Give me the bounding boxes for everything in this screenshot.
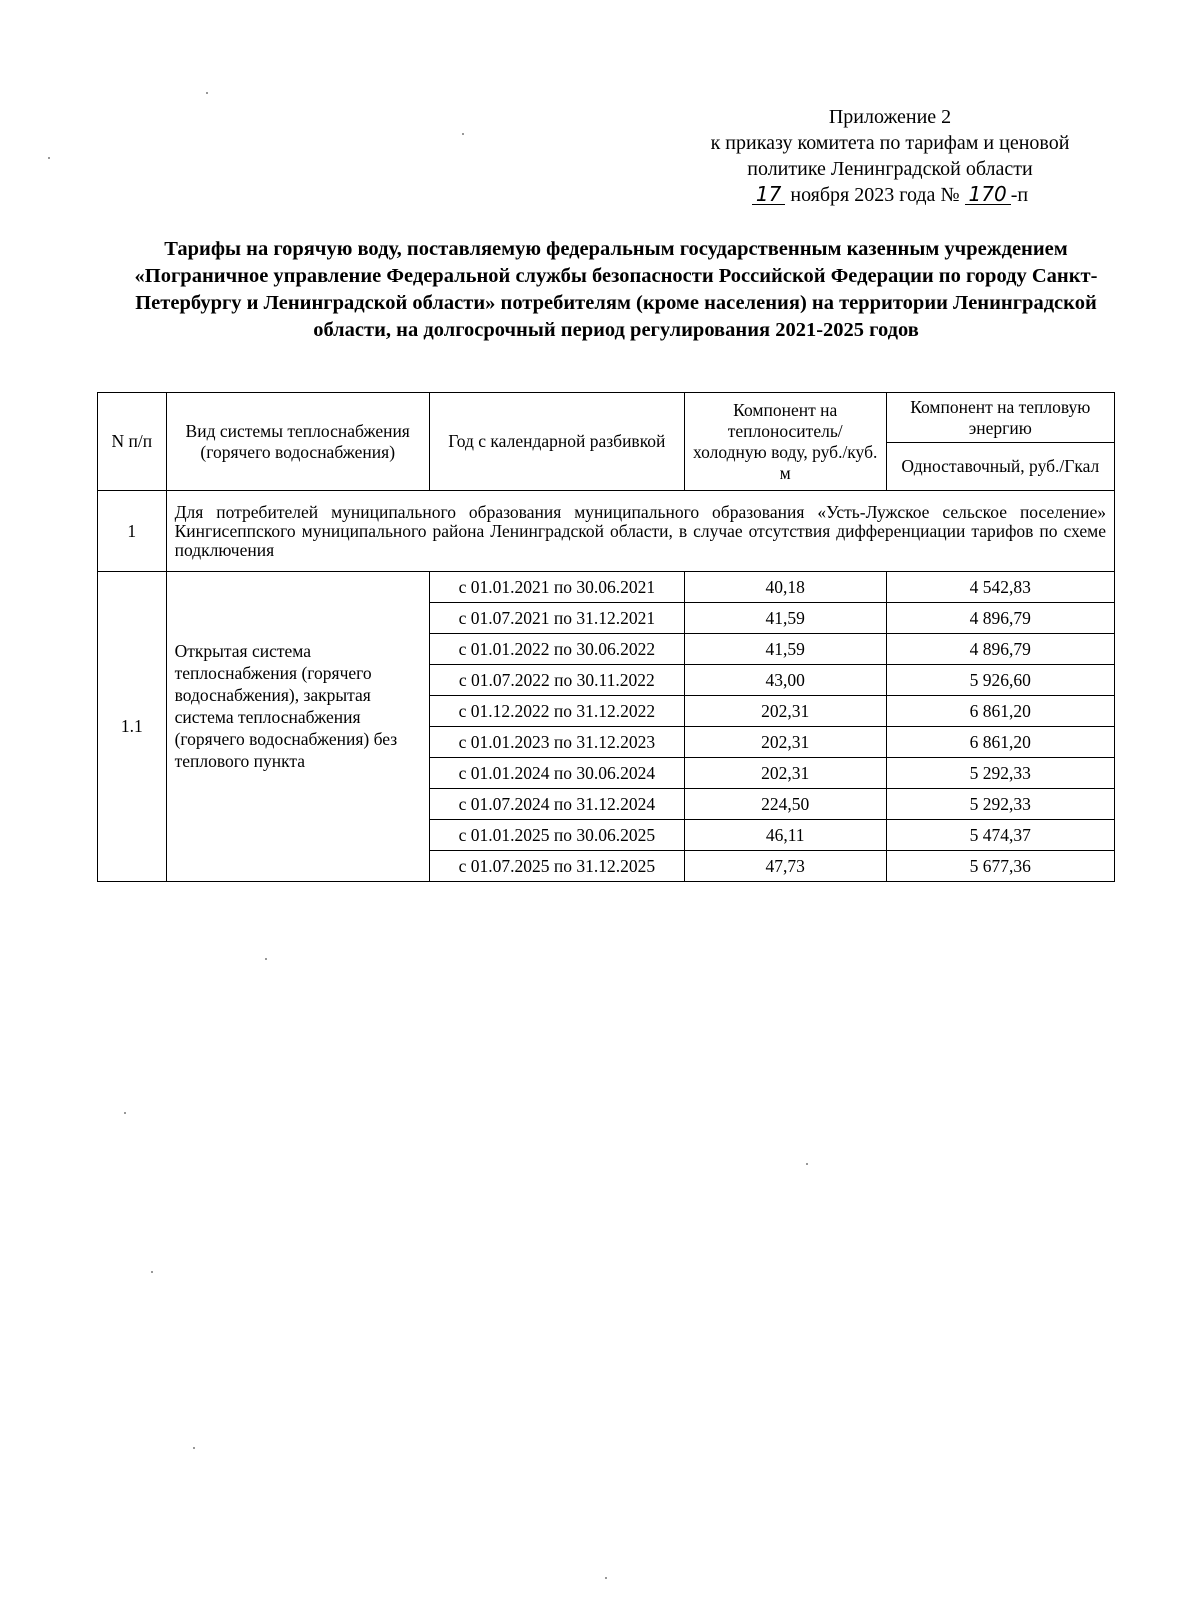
water-component-cell: 40,18 <box>684 572 886 603</box>
header-heat-subheader: Одноставочный, руб./Гкал <box>886 443 1114 491</box>
header-num: N п/п <box>98 393 167 491</box>
header-heat-component: Компонент на тепловую энергию <box>886 393 1114 443</box>
heat-component-cell: 5 926,60 <box>886 665 1114 696</box>
heat-component-cell: 4 896,79 <box>886 603 1114 634</box>
scan-speck <box>462 133 464 135</box>
heat-component-cell: 4 896,79 <box>886 634 1114 665</box>
heat-component-cell: 4 542,83 <box>886 572 1114 603</box>
period-cell: с 01.01.2023 по 31.12.2023 <box>429 727 684 758</box>
period-cell: с 01.01.2022 по 30.06.2022 <box>429 634 684 665</box>
handwritten-day: 17 <box>752 184 785 205</box>
table-row <box>98 572 1115 603</box>
scan-speck <box>806 1163 808 1165</box>
appendix-label: Приложение 2 <box>828 106 952 128</box>
order-reference-line1: к приказу комитета по тарифам и ценовой <box>710 132 1070 154</box>
scan-speck <box>151 1271 153 1273</box>
order-reference-line2: политике Ленинградской области <box>747 158 1033 180</box>
period-cell: с 01.12.2022 по 31.12.2022 <box>429 696 684 727</box>
order-number-suffix: -п <box>1010 184 1029 206</box>
period-cell: с 01.01.2024 по 30.06.2024 <box>429 758 684 789</box>
group-num: 1 <box>98 491 167 572</box>
heat-component-cell: 5 474,37 <box>886 820 1114 851</box>
heat-component-cell: 5 292,33 <box>886 789 1114 820</box>
period-cell: с 01.01.2025 по 30.06.2025 <box>429 820 684 851</box>
water-component-cell: 47,73 <box>684 851 886 882</box>
subgroup-system-type: Открытая система теплоснабжения (горячего водоснабжения), закрытая система теплоснабжения (горячего водоснабжения) без теплового пункта <box>166 572 429 882</box>
appendix-header <box>660 104 1120 208</box>
order-date-line <box>660 182 1120 208</box>
scan-speck <box>605 1577 607 1579</box>
heat-component-cell: 5 677,36 <box>886 851 1114 882</box>
heat-component-cell: 6 861,20 <box>886 727 1114 758</box>
water-component-cell: 41,59 <box>684 603 886 634</box>
scan-speck <box>193 1447 195 1449</box>
water-component-cell: 41,59 <box>684 634 886 665</box>
period-cell: с 01.07.2025 по 31.12.2025 <box>429 851 684 882</box>
handwritten-order-number: 170 <box>965 184 1011 205</box>
water-component-cell: 43,00 <box>684 665 886 696</box>
document-title: Тарифы на горячую воду, поставляемую федеральным государственным казенным учреждением «Пограничное управление Федеральной службы безопасности Российской Федерации по городу Санкт-Петербургу и Ленинградской области» потребителям (кроме населения) на территории Ленинградской области, на долгосрочный период регулирования 2021-2025 годов <box>134 238 1098 341</box>
scan-speck <box>124 1112 126 1114</box>
water-component-cell: 202,31 <box>684 696 886 727</box>
tariff-table <box>97 392 1115 882</box>
heat-component-cell: 6 861,20 <box>886 696 1114 727</box>
water-component-cell: 46,11 <box>684 820 886 851</box>
water-component-cell: 202,31 <box>684 758 886 789</box>
header-water-component: Компонент на теплоноситель/ холодную воду, руб./куб. м <box>684 393 886 491</box>
scan-speck <box>48 157 50 159</box>
group-row <box>98 491 1115 572</box>
scan-speck <box>206 92 208 94</box>
header-system-type: Вид системы теплоснабжения (горячего водоснабжения) <box>166 393 429 491</box>
heat-component-cell: 5 292,33 <box>886 758 1114 789</box>
period-cell: с 01.07.2021 по 31.12.2021 <box>429 603 684 634</box>
group-description: Для потребителей муниципального образования муниципального образования «Усть-Лужское сельское поселение» Кингисеппского муниципального района Ленинградской области, в случае отсутствия дифференциации тарифов по схеме подключения <box>166 491 1114 572</box>
subgroup-num: 1.1 <box>98 572 167 882</box>
period-cell: с 01.01.2021 по 30.06.2021 <box>429 572 684 603</box>
header-period: Год с календарной разбивкой <box>429 393 684 491</box>
water-component-cell: 224,50 <box>684 789 886 820</box>
water-component-cell: 202,31 <box>684 727 886 758</box>
order-date-text: ноября 2023 года № <box>790 184 960 206</box>
period-cell: с 01.07.2022 по 30.11.2022 <box>429 665 684 696</box>
period-cell: с 01.07.2024 по 31.12.2024 <box>429 789 684 820</box>
scan-speck <box>265 958 267 960</box>
